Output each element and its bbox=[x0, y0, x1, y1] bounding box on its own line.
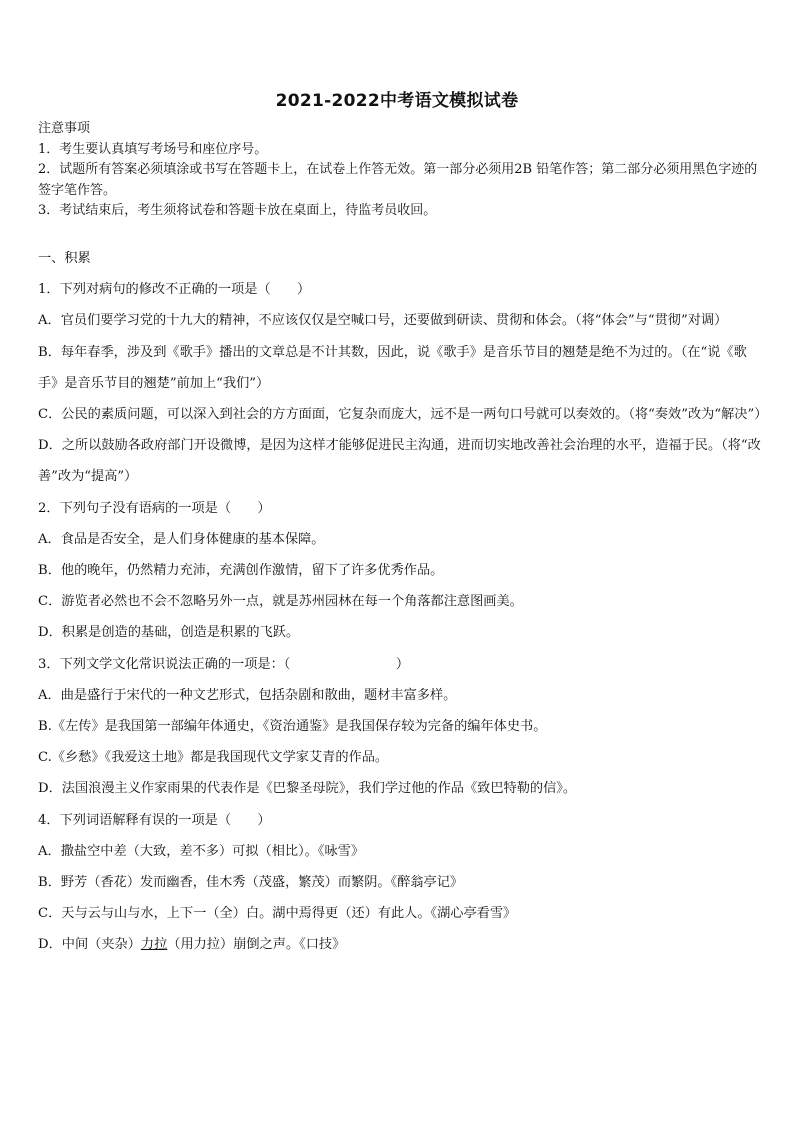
option-d-suffix: （用力拉）崩倒之声。《口技》 bbox=[167, 937, 346, 953]
section-heading: 一、积累 bbox=[38, 251, 91, 266]
notes-item: 2．试题所有答案必须填涂或书写在答题卡上，在试卷上作答无效。第一部分必须用2B 铅笔作答；第二部分必须用黑色字迹的签字笔作答。 bbox=[38, 162, 758, 198]
question-4-option-c: C．天与云与山与水，上下一（全）白。湖中焉得更（还）有此人。《湖心亭看雪》 bbox=[38, 906, 517, 922]
question-body bbox=[38, 243, 768, 961]
notes-heading: 注意事项 bbox=[38, 121, 91, 136]
question-2-option-b: B．他的晚年，仍然精力充沛，充满创作激情，留下了许多优秀作品。 bbox=[38, 563, 444, 579]
notes-item: 3．考试结束后，考生须将试卷和答题卡放在桌面上，待监考员收回。 bbox=[38, 203, 437, 218]
page-title: 2021-2022中考语文模拟试卷 bbox=[275, 91, 519, 111]
question-1-option-d: D．之所以鼓励各政府部门开设微博，是因为这样才能够促进民主沟通，进而切实地改善社会治理的水平，造福于民。（将“改善”改为“提高”） bbox=[38, 438, 761, 485]
question-1-option-a: A．官员们要学习党的十九大的精神，不应该仅仅是空喊口号，还要做到研读、贯彻和体会。（将“体会”与“贯彻”对调） bbox=[38, 313, 728, 329]
question-3-stem: 3．下列文学文化常识说法正确的一项是：（ ） bbox=[38, 656, 410, 672]
notes-block bbox=[38, 119, 762, 222]
question-2-option-d: D．积累是创造的基础，创造是积累的飞跃。 bbox=[38, 625, 300, 641]
question-1-option-b: B．每年春季，涉及到《歌手》播出的文章总是不计其数，因此，说《歌手》是音乐节目的翘楚是绝不为过的。（在“说《歌手》是音乐节目的翘楚”前加上“我们”） bbox=[38, 344, 747, 391]
question-2-option-c: C．游览者必然也不会不忽略另外一点，就是苏州园林在每一个角落都注意图画美。 bbox=[38, 594, 523, 610]
option-d-prefix: D．中间（夹杂） bbox=[38, 937, 141, 953]
question-3-option-a: A．曲是盛行于宋代的一种文艺形式，包括杂剧和散曲，题材丰富多样。 bbox=[38, 687, 457, 703]
question-3-option-c: C.《乡愁》《我爱这土地》都是我国现代文学家艾青的作品。 bbox=[38, 750, 389, 766]
question-4-stem: 4．下列词语解释有误的一项是（ ） bbox=[38, 812, 271, 828]
question-2-stem: 2．下列句子没有语病的一项是（ ） bbox=[38, 500, 271, 516]
question-1-option-c: C．公民的素质问题，可以深入到社会的方方面面，它复杂而庞大，远不是一两句口号就可以奏效的。（将“奏效”改为“解决”） bbox=[38, 407, 768, 423]
question-4-option-a: A．撒盐空中差（大致，差不多）可拟（相比）。《咏雪》 bbox=[38, 843, 365, 859]
question-3-option-b: B.《左传》是我国第一部编年体通史，《资治通鉴》是我国保存较为完备的编年体史书。 bbox=[38, 719, 547, 735]
question-3-option-d: D．法国浪漫主义作家雨果的代表作是《巴黎圣母院》，我们学过他的作品《致巴特勒的信》。 bbox=[38, 781, 577, 797]
notes-item: 1．考生要认真填写考场号和座位序号。 bbox=[38, 141, 268, 157]
question-4-option-b: B．野芳（香花）发而幽香，佳木秀（茂盛，繁茂）而繁阴。《醉翁亭记》 bbox=[38, 875, 464, 891]
underlined-word: 力拉 bbox=[140, 937, 168, 953]
question-4-option-d bbox=[38, 929, 762, 960]
question-2-option-a: A．食品是否安全，是人们身体健康的基本保障。 bbox=[38, 531, 325, 547]
question-1-stem: 1．下列对病句的修改不正确的一项是（ ） bbox=[38, 282, 311, 298]
